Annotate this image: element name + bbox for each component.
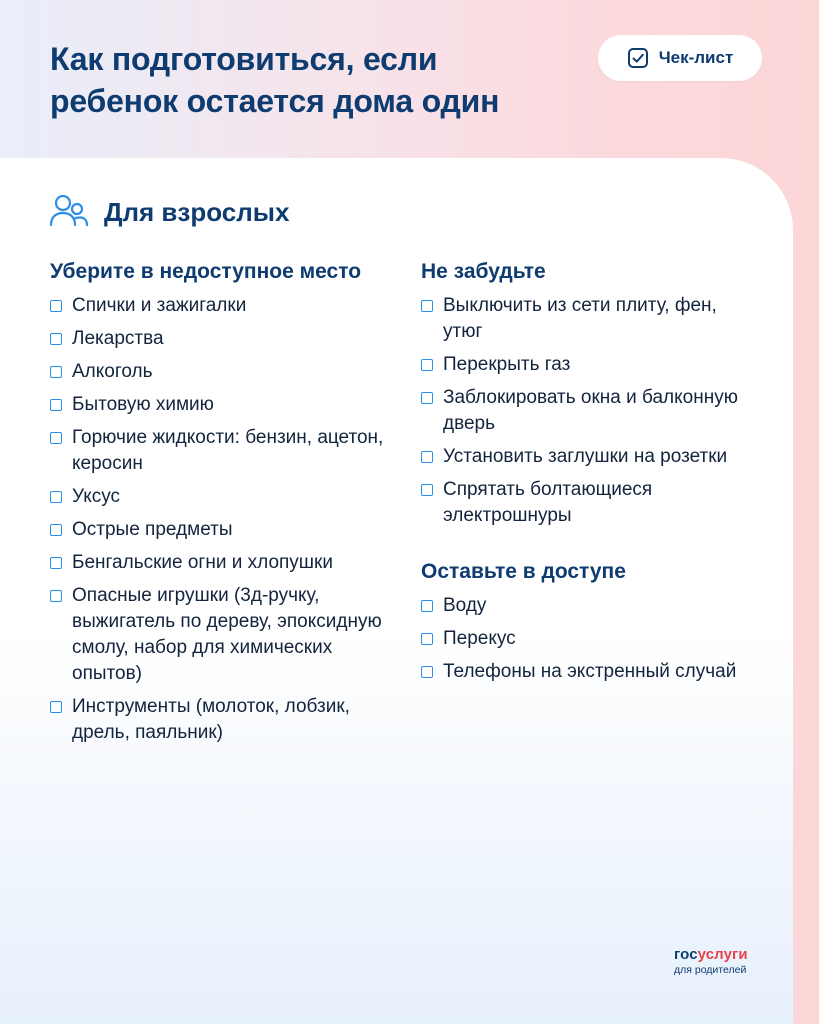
people-icon [48,192,90,232]
checklist-item-label: Опасные игрушки (3д-ручку, выжигатель по дереву, эпоксидную смолу, набор для химических опытов) [72,585,382,684]
logo-part-1: гос [674,946,698,963]
checklist-item[interactable] [50,293,385,319]
page-title-line-2: ребенок остается дома один [50,83,500,119]
checklist-item-label: Спрятать болтающиеся электрошнуры [443,479,653,526]
left-column [50,257,385,746]
checklist-item[interactable] [421,385,761,437]
checkbox[interactable] [421,451,433,463]
checklist-item[interactable] [50,517,385,543]
checkbox[interactable] [421,300,433,312]
checkbox[interactable] [421,359,433,371]
left-heading: Уберите в недоступное место [50,260,362,283]
page-title-line-1: Как подготовиться, если [50,41,438,77]
checklist-item[interactable] [50,425,385,477]
right-column [421,257,761,685]
right-checklist-1 [421,293,761,529]
checklist-item[interactable] [50,694,385,746]
checklist-item-label: Острые предметы [72,519,233,540]
checkbox[interactable] [421,666,433,678]
checklist-item[interactable] [50,326,385,352]
checkbox[interactable] [421,600,433,612]
logo-part-2: услуги [697,946,748,963]
checklist-item[interactable] [50,484,385,510]
checklist-item-label: Заблокировать окна и балконную дверь [443,387,738,434]
checklist-item-label: Воду [443,595,487,616]
checklist-item[interactable] [50,359,385,385]
right-heading-1: Не забудьте [421,260,546,283]
checkbox[interactable] [50,701,62,713]
checklist-item[interactable] [50,583,385,687]
checklist-item-label: Установить заглушки на розетки [443,446,728,467]
checkbox[interactable] [50,366,62,378]
page-title [50,38,570,122]
checklist-item[interactable] [50,392,385,418]
checkbox[interactable] [50,590,62,602]
checklist-badge [598,35,762,81]
checkbox[interactable] [50,399,62,411]
checklist-badge-label: Чек-лист [658,48,734,67]
checkbox[interactable] [421,484,433,496]
checklist-item-label: Алкоголь [72,361,153,382]
checklist-item-label: Перекрыть газ [443,354,571,375]
checklist-item-label: Перекус [443,628,516,649]
checklist-item[interactable] [421,477,761,529]
gosuslugi-logo [674,946,748,977]
checkbox[interactable] [50,524,62,536]
logo-wordmark [674,946,748,964]
checklist-item[interactable] [50,550,385,576]
checkbox[interactable] [50,333,62,345]
checklist-item-label: Телефоны на экстренный случай [443,661,737,682]
checklist-item-label: Бытовую химию [72,394,214,415]
checklist-item-label: Спички и зажигалки [72,295,247,316]
right-checklist-2 [421,593,761,685]
checkbox[interactable] [50,432,62,444]
right-heading-2: Оставьте в доступе [421,560,626,583]
checkbox[interactable] [421,633,433,645]
checklist-item-label: Горючие жидкости: бензин, ацетон, керосин [72,427,384,474]
checklist-item[interactable] [421,444,761,470]
checkbox[interactable] [421,392,433,404]
checkbox[interactable] [50,557,62,569]
checklist-item[interactable] [421,626,761,652]
logo-subtitle: для родителей [674,964,747,976]
checklist-item-label: Лекарства [72,328,164,349]
checkbox-check-icon [627,47,649,69]
checklist-item-label: Инструменты (молоток, лобзик, дрель, паяльник) [72,696,350,743]
checkbox[interactable] [50,300,62,312]
checklist-item[interactable] [421,352,761,378]
checklist-item-label: Бенгальские огни и хлопушки [72,552,333,573]
checklist-item-label: Выключить из сети плиту, фен, утюг [443,295,717,342]
section-title: Для взрослых [104,196,290,227]
checklist-item[interactable] [421,593,761,619]
checklist-item-label: Уксус [72,486,121,507]
checklist-item[interactable] [421,659,761,685]
section-header [48,192,289,232]
left-checklist [50,293,385,746]
checklist-item[interactable] [421,293,761,345]
checkbox[interactable] [50,491,62,503]
